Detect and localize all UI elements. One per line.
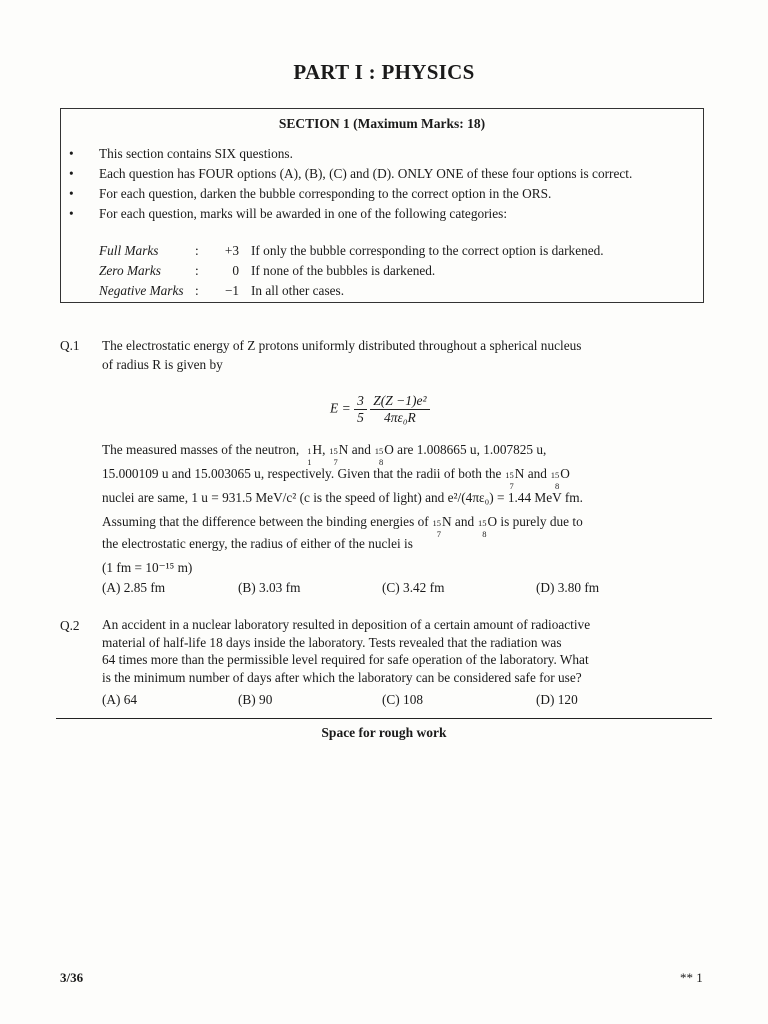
footer-mark: ** 1 — [680, 970, 703, 985]
q1-line: nuclei are same, 1 u = 931.5 MeV/c² (c is the speed of light) and e²/(4πε₀) = 1.44 MeV fm. — [102, 490, 583, 505]
question-number: Q.2 — [60, 618, 80, 633]
q1-line: The measured masses of the neutron, 1 1 H, 15 7 N and 15 8 O are 1.008665 u, 1.007825 u, — [102, 442, 547, 467]
rough-work-label: Space for rough work — [321, 725, 447, 740]
option-c[interactable]: (C) 108 — [382, 692, 423, 707]
option-b[interactable]: (B) 3.03 fm — [238, 580, 301, 595]
q1-line: (1 fm = 10⁻¹⁵ m) — [102, 560, 193, 575]
question-text: The electrostatic energy of Z protons uniformly distributed throughout a spherical nucleus of radius R is given by — [102, 338, 582, 372]
q1-line: 15.000109 u and 15.003065 u, respectively. Given that the radii of both the 15 7 N and 15 8 O — [102, 466, 570, 491]
page-title: PART I : PHYSICS — [293, 60, 475, 84]
option-c[interactable]: (C) 3.42 fm — [382, 580, 445, 595]
instruction-list — [69, 145, 697, 225]
option-b[interactable]: (B) 90 — [238, 692, 273, 707]
instruction-item: • For each question, darken the bubble corresponding to the correct option in the ORS. — [69, 186, 552, 201]
divider — [56, 718, 712, 719]
page-number: 3/36 — [60, 970, 84, 985]
instruction-item: • For each question, marks will be awarded in one of the following categories: — [69, 206, 508, 221]
section-heading: SECTION 1 (Maximum Marks: 18) — [278, 116, 486, 131]
energy-formula: E = $\frac{3}{5}$ $\frac{\text{Z(Z −1)e²}}{\text{4πε₀R}}$ — [330, 393, 430, 426]
option-d[interactable]: (D) 120 — [536, 692, 578, 707]
q1-line: Assuming that the difference between the binding energies of 15 7 N and 15 8 O is purely due to — [102, 514, 583, 539]
section-instructions-box — [60, 108, 704, 303]
marking-scheme — [99, 241, 604, 301]
option-a[interactable]: (A) 64 — [102, 692, 138, 707]
marks-row-negative: Negative Marks : −1 In all other cases. — [99, 283, 345, 298]
option-a[interactable]: (A) 2.85 fm — [102, 580, 166, 595]
question-text: An accident in a nuclear laboratory resulted in deposition of a certain amount of radioactive material of half-life 18 days inside the laboratory. Tests revealed that the radiation was 64 times more than the permissible level required for safe operation of the laboratory. What is the minimum number of days after which the laboratory can be considered safe for use? — [102, 617, 591, 685]
instruction-item: • This section contains SIX questions. — [69, 146, 293, 161]
marks-row-full: Full Marks : +3 If only the bubble corresponding to the correct option is darkened. — [99, 243, 604, 258]
option-d[interactable]: (D) 3.80 fm — [536, 580, 600, 595]
q1-line: the electrostatic energy, the radius of either of the nuclei is — [102, 536, 413, 551]
instruction-item: • Each question has FOUR options (A), (B), (C) and (D). ONLY ONE of these four options is correct. — [69, 166, 633, 181]
marks-row-zero: Zero Marks : 0 If none of the bubbles is darkened. — [99, 263, 436, 278]
question-number: Q.1 — [60, 338, 80, 353]
